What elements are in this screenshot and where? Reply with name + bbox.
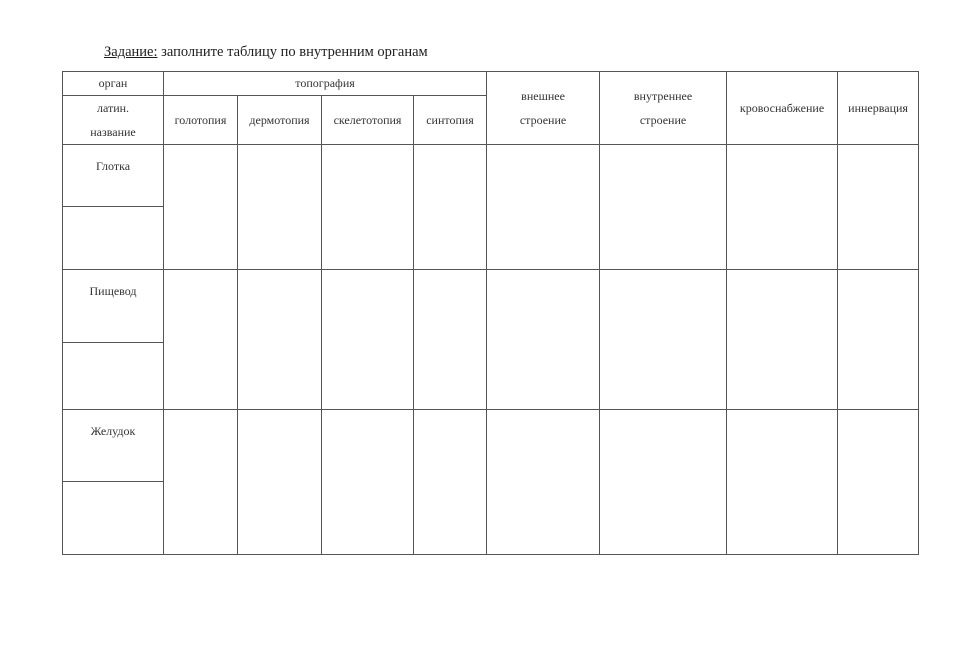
cell-innervation[interactable] [838,145,919,270]
header-external-line2: строение [519,113,567,127]
header-internal-line2: строение [639,113,687,127]
organ-name-cell: Желудок [63,410,164,482]
cell-dermotopia[interactable] [238,270,322,410]
cell-golotopia[interactable] [164,410,238,555]
header-skeletotopia: скелетотопия [322,96,414,145]
cell-skeletotopia[interactable] [322,145,414,270]
cell-dermotopia[interactable] [238,145,322,270]
header-latin-line2: название [90,125,136,139]
header-internal-line1: внутреннее [633,89,693,103]
header-blood-supply: кровоснабжение [727,72,838,145]
cell-internal[interactable] [600,145,727,270]
cell-syntopia[interactable] [414,270,487,410]
header-innervation: иннервация [838,72,919,145]
cell-latin-name[interactable] [63,207,164,270]
organ-name-cell: Глотка [63,145,164,207]
header-external-line1: внешнее [521,89,565,103]
header-syntopia: синтопия [414,96,487,145]
cell-latin-name[interactable] [63,482,164,555]
cell-golotopia[interactable] [164,270,238,410]
cell-blood-supply[interactable] [727,410,838,555]
task-label: Задание: [104,44,158,60]
organs-table [62,71,919,555]
header-row-1 [63,72,919,96]
cell-external[interactable] [487,145,600,270]
cell-syntopia[interactable] [414,410,487,555]
cell-external[interactable] [487,270,600,410]
header-golotopia: голотопия [164,96,238,145]
task-text: заполните таблицу по внутренним органам [157,44,428,60]
header-organ: орган [63,72,164,96]
cell-internal[interactable] [600,410,727,555]
header-latin-name [63,96,164,145]
header-latin-line1: латин. [96,101,130,115]
organ-row-0-name [63,145,919,207]
cell-latin-name[interactable] [63,343,164,410]
organ-row-2-name [63,410,919,482]
cell-external[interactable] [487,410,600,555]
cell-syntopia[interactable] [414,145,487,270]
cell-golotopia[interactable] [164,145,238,270]
header-topography: топография [164,72,487,96]
cell-dermotopia[interactable] [238,410,322,555]
task-heading [104,44,428,61]
cell-innervation[interactable] [838,270,919,410]
header-dermotopia: дермотопия [238,96,322,145]
cell-blood-supply[interactable] [727,145,838,270]
organ-row-1-name [63,270,919,343]
cell-skeletotopia[interactable] [322,270,414,410]
cell-internal[interactable] [600,270,727,410]
header-internal [600,72,727,145]
cell-skeletotopia[interactable] [322,410,414,555]
cell-blood-supply[interactable] [727,270,838,410]
cell-innervation[interactable] [838,410,919,555]
organ-name-cell: Пищевод [63,270,164,343]
header-external [487,72,600,145]
